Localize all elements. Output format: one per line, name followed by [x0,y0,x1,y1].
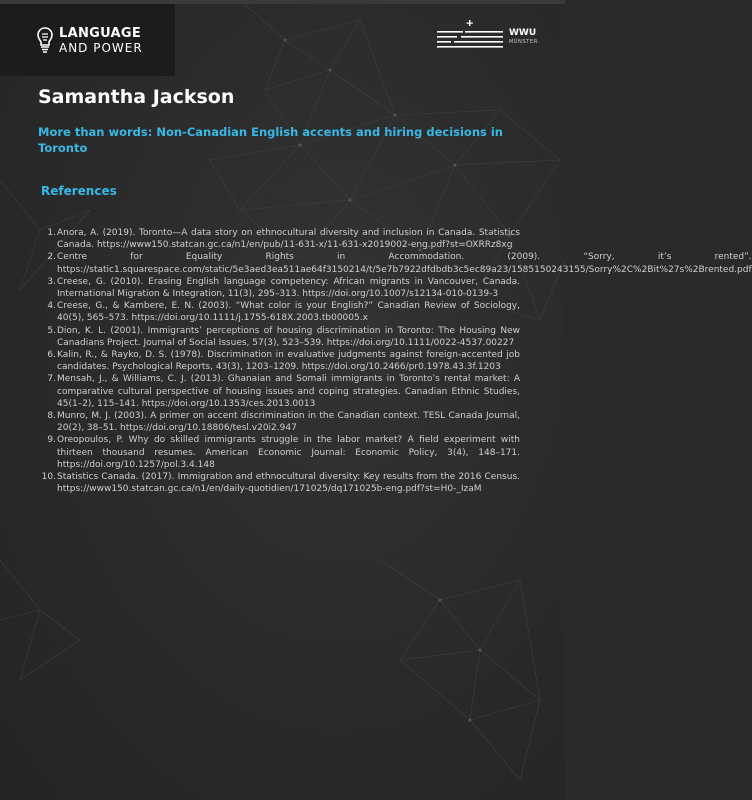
reference-item [36,410,520,434]
reference-number: 7. [47,374,56,385]
reference-number: 1. [47,228,56,238]
author-name: Samantha Jackson [38,86,235,108]
language-and-power-logo[interactable] [36,26,143,56]
reference-item [36,471,520,495]
reference-text: Kalin, R., & Rayko, D. S. (1978). Discrimination in evaluative judgments against foreign-accented job candidates. Psychological Reports, 43(3), 1203–1209. https://doi.org/10.2466/pr0.1978.43.3f.1203 [57,350,520,373]
reference-list [36,227,752,495]
reference-text: Munro, M. J. (2003). A primer on accent discrimination in the Canadian context. TESL Canada Journal, 20(2), 38–51. https://doi.org/10.18806/tesl.v20i2.947 [57,411,520,434]
reference-number: 4. [47,301,56,312]
reference-item [36,349,520,373]
reference-number: 8. [47,411,56,422]
reference-number: 2. [47,252,56,263]
lightbulb-head-icon [36,26,54,56]
reference-item [36,434,520,471]
reference-text: Statistics Canada. (2017). Immigration and ethnocultural diversity: Key results from the 2016 Census. https://www150.statcan.gc.ca/n1/en/daily-quotidien/171025/dq171025b-eng.pdf?st=H0-_IzaM [57,472,520,495]
reference-number: 3. [47,276,56,287]
brand-line1: LANGUAGE [59,26,142,41]
reference-text: Oreopoulos, P. Why do skilled immigrants struggle in the labor market? A field experiment with thirteen thousand resumes. American Economic Journal: Economic Policy, 3(4), 148–171. https://doi.org/10.1257/pol.3.4.148 [57,435,520,470]
wwu-bars-icon [437,20,503,50]
brand-line2: AND POWER [59,41,143,55]
reference-number: 5. [47,325,56,336]
reference-item [36,373,520,410]
reference-text: Anora, A. (2019). Toronto—A data story on ethnocultural diversity and inclusion in Canada. Statistics Canada. https://www150.statcan.gc.ca/n1/en/pub/11-631-x/11-631-x2019002-eng.pdf?st=OXRRz8xg [57,228,520,251]
reference-text: Centre for Equality Rights in Accommodation. (2009). “Sorry, it’s rented”. https://static1.squarespace.com/static/5e3aed3ea511ae64f3150214/t/5e7b7922dfdbdb3c5ec89a23/1585150243155/Sorry%2C%2Bit%27s%2Brented.pdf [57,252,752,275]
university-name: WWU [509,28,537,38]
reference-text: Dion, K. L. (2001). Immigrants’ perceptions of housing discrimination in Toronto: The Housing New Canadians Project. Journal of Social Issues, 57(3), 523–539. https://doi.org/10.1111/0022-4537.00227 [57,325,520,348]
reference-number: 9. [47,435,56,446]
reference-text: Creese, G., & Kambere, E. N. (2003). “What color is your English?” Canadian Review of Sociology, 40(5), 565–573. https://doi.org/10.1111/j.1755-618X.2003.tb00005.x [57,301,520,324]
wwu-logo[interactable] [437,20,538,50]
reference-text: Mensah, J., & Williams, C. J. (2013). Ghanaian and Somali immigrants in Toronto’s rental market: A comparative cultural perspective of housing issues and coping strategies. Canadian Ethnic Studies, 45(1–2), 115–141. https://doi.org/10.1353/ces.2013.0013 [57,374,520,409]
reference-item [36,276,520,300]
logo-panel [0,4,175,76]
reference-text: Creese, G. (2010). Erasing English language competency: African migrants in Vancouver, Canada. International Migration & Integration, 11(3), 295–313. https://doi.org/10.1007/s12134-010-0139-3 [57,276,520,300]
reference-item [36,227,520,251]
article-title: More than words: Non-Canadian English accents and hiring decisions in Toronto [38,125,503,155]
university-city: MÜNSTER [509,39,538,45]
reference-item [36,251,752,275]
reference-item [36,300,520,324]
reference-number: 10. [41,472,56,483]
reference-item [36,325,520,349]
reference-number: 6. [47,350,56,361]
references-heading: References [41,184,117,198]
